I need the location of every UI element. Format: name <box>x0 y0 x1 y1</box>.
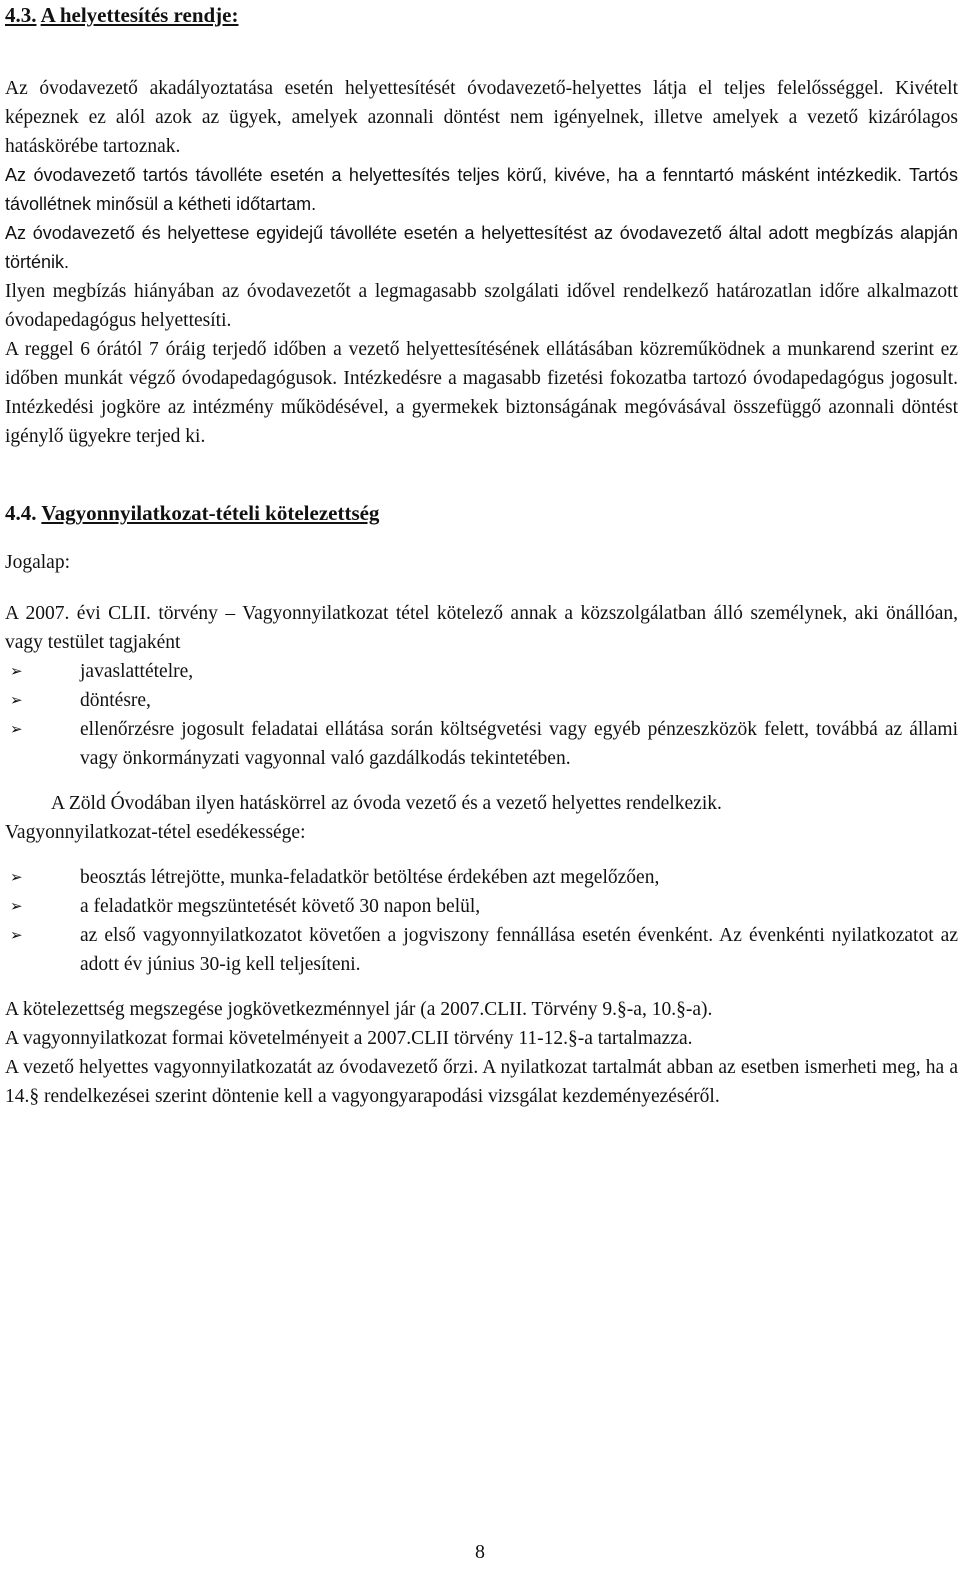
legal-basis-label: Jogalap: <box>5 552 70 573</box>
section-4-3-body <box>5 74 958 451</box>
section-title: Vagyonnyilatkozat-tételi kötelezettség <box>41 501 380 525</box>
paragraph: Az óvodavezető és helyettese egyidejű távolléte esetén a helyettesítést az óvodavezető által adott megbízás alapján történik. <box>5 223 958 272</box>
section-number: 4.4. <box>5 501 37 525</box>
paragraph: Ilyen megbízás hiányában az óvodavezetőt a legmagasabb szolgálati idővel rendelkező határozatlan időre alkalmazott óvodapedagógus helyettesíti. <box>5 281 958 331</box>
arrow-bullet-icon: ➢ <box>10 691 23 709</box>
section-number: 4.3. <box>5 3 37 27</box>
bullet-list-duties <box>5 657 958 773</box>
arrow-bullet-icon: ➢ <box>10 897 23 915</box>
page-number: 8 <box>475 1541 485 1563</box>
list-item: ➢ döntésre, <box>5 686 958 715</box>
paragraph: Az óvodavezető tartós távolléte esetén a helyettesítés teljes körű, kivéve, ha a fenntartó másként intézkedik. Tartós távollétnek minősül a kétheti időtartam. <box>5 165 958 214</box>
due-label: Vagyonnyilatkozat-tétel esedékessége: <box>5 822 306 843</box>
law-intro: A 2007. évi CLII. törvény – Vagyonnyilatkozat tétel kötelező annak a közszolgálatban álló személynek, aki önállóan, vagy testület tagjaként <box>5 603 958 653</box>
zold-ovoda-statement: A Zöld Óvodában ilyen hatáskörrel az óvoda vezető és a vezető helyettes rendelkezik. <box>51 793 722 814</box>
list-item: ➢ ellenőrzésre jogosult feladatai ellátása során költségvetési vagy egyéb pénzeszközök felett, továbbá az állami vagy önkormányzati vagyonnal való gazdálkodás tekintetében. <box>5 715 958 773</box>
section-heading-4-4 <box>5 500 379 526</box>
closing-paragraph: A vezető helyettes vagyonnyilatkozatát az óvodavezető őrzi. A nyilatkozat tartalmát abban az esetben ismerheti meg, ha a 14.§ rendelkezései szerint döntenie kell a vagyongyarapodási vizsgálat kezdeményezéséről. <box>5 1057 958 1107</box>
section-4-4-body <box>5 548 958 1111</box>
list-item: ➢ javaslattételre, <box>5 657 958 686</box>
closing-paragraph: A vagyonnyilatkozat formai követelményeit a 2007.CLII törvény 11-12.§-a tartalmazza. <box>5 1028 693 1049</box>
paragraph: Az óvodavezető akadályoztatása esetén helyettesítését óvodavezető-helyettes látja el teljes felelősséggel. Kivételt képeznek ez alól azok az ügyek, amelyek azonnali döntést nem igényelnek, illetve amelyek a vezető kizárólagos hatáskörébe tartoznak. <box>5 78 958 157</box>
arrow-bullet-icon: ➢ <box>10 868 23 886</box>
arrow-bullet-icon: ➢ <box>10 662 23 680</box>
arrow-bullet-icon: ➢ <box>10 926 23 944</box>
arrow-bullet-icon: ➢ <box>10 720 23 738</box>
list-item: ➢ az első vagyonnyilatkozatot követően a jogviszony fennállása esetén évenként. Az évenkénti nyilatkozatot az adott év június 30-ig kell teljesíteni. <box>5 921 958 979</box>
section-heading-4-3 <box>5 3 238 27</box>
closing-paragraph: A kötelezettség megszegése jogkövetkezménnyel jár (a 2007.CLII. Törvény 9.§-a, 10.§-a). <box>5 999 713 1020</box>
bullet-list-deadlines <box>5 863 958 979</box>
list-item: ➢ beosztás létrejötte, munka-feladatkör betöltése érdekében azt megelőzően, <box>5 863 958 892</box>
list-item: ➢ a feladatkör megszüntetését követő 30 napon belül, <box>5 892 958 921</box>
paragraph: A reggel 6 órától 7 óráig terjedő időben a vezető helyettesítésének ellátásában közreműködnek a munkarend szerint ez időben munkát végző óvodapedagógusok. Intézkedésre a magasabb fizetési fokozatba tartozó óvodapedagógus jogosult. Intézkedési jogköre az intézmény működésével, a gyermekek biztonságának megóvásával összefüggő azonnali döntést igénylő ügyekre terjed ki. <box>5 339 958 447</box>
section-title: A helyettesítés rendje: <box>40 3 239 27</box>
